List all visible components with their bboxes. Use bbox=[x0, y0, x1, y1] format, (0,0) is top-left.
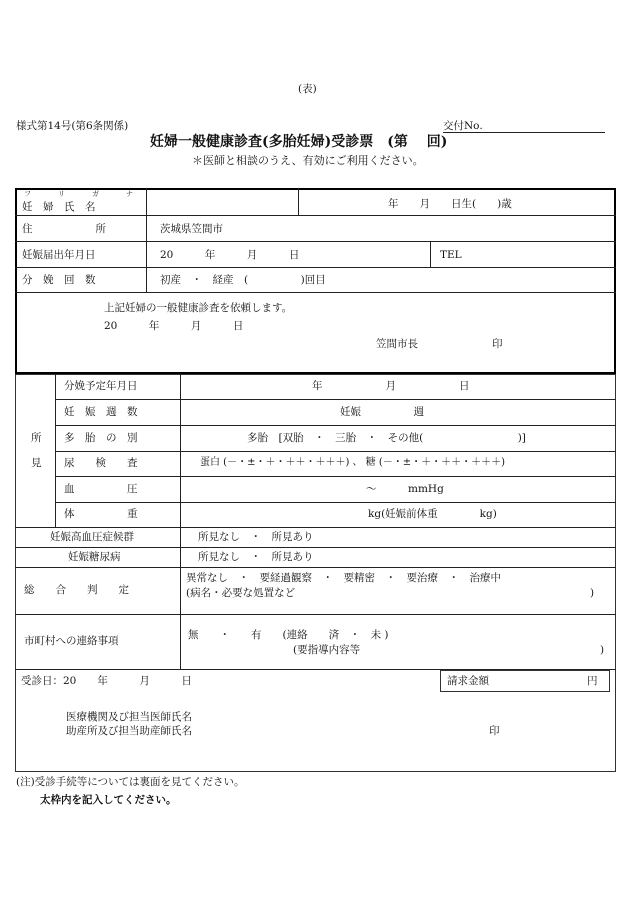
deliveries-label: 分 娩 回 数 bbox=[22, 274, 96, 286]
page-title: 妊婦一般健康診査(多胎妊婦)受診票 (第 回) bbox=[150, 134, 448, 150]
mayor-seal: 印 bbox=[492, 338, 503, 350]
form-number: 様式第14号(第6条関係) bbox=[16, 120, 129, 132]
divider bbox=[15, 527, 616, 528]
billing-label: 請求金額 bbox=[447, 675, 489, 687]
side-mark: (表) bbox=[298, 83, 317, 95]
receipt-no-label: 交付No. bbox=[443, 120, 483, 132]
weight-value[interactable]: kg(妊娠前体重 kg) bbox=[368, 508, 497, 520]
judgment-label: 総 合 判 定 bbox=[24, 584, 129, 596]
multiple-type-label: 多 胎 の 別 bbox=[64, 432, 138, 444]
address-label: 住 所 bbox=[22, 223, 106, 235]
request-text: 上記妊婦の一般健康診査を依頼します。 bbox=[104, 302, 293, 314]
name-label: 妊 婦 氏 名 bbox=[22, 201, 96, 213]
municipal-close: ) bbox=[600, 644, 605, 656]
furigana-label: フ リ ガ ナ bbox=[24, 190, 143, 198]
visit-seal: 印 bbox=[489, 725, 500, 737]
hypertension-label: 妊娠高血圧症候群 bbox=[50, 531, 134, 543]
request-date[interactable]: 20 年 月 日 bbox=[104, 320, 244, 332]
divider bbox=[55, 502, 616, 503]
divider bbox=[15, 567, 616, 568]
divider bbox=[146, 188, 147, 293]
divider bbox=[55, 425, 616, 426]
birth-label: 年 月 日生( )歳 bbox=[388, 198, 512, 210]
divider bbox=[55, 476, 616, 477]
tel-label[interactable]: TEL bbox=[440, 249, 462, 261]
address-value[interactable]: 茨城県笠間市 bbox=[160, 223, 223, 235]
divider bbox=[55, 451, 616, 452]
judgment-options[interactable]: 異常なし ・ 要経過観察 ・ 要精密 ・ 要治療 ・ 治療中 bbox=[186, 572, 501, 584]
footer-note: (注)受診手続等については裏面を見てください。 bbox=[16, 776, 245, 788]
municipal-options[interactable]: 無 ・ 有 (連絡 済 ・ 未 ) bbox=[188, 629, 389, 641]
divider bbox=[15, 547, 616, 548]
midwife-label: 助産所及び担当助産師氏名 bbox=[66, 725, 192, 737]
institution-label: 医療機関及び担当医師氏名 bbox=[66, 711, 192, 723]
diabetes-label: 妊娠糖尿病 bbox=[68, 551, 121, 563]
divider bbox=[15, 292, 616, 293]
divider bbox=[15, 614, 616, 615]
divider bbox=[55, 399, 616, 400]
divider bbox=[15, 215, 616, 216]
municipal-label: 市町村への連絡事項 bbox=[24, 635, 119, 647]
receipt-no-underline bbox=[443, 132, 605, 133]
deliveries-value[interactable]: 初産 ・ 経産 ( )回目 bbox=[160, 274, 326, 286]
divider bbox=[430, 241, 431, 268]
page-subtitle: ＊医師と相談のうえ、有効にご利用ください。 bbox=[192, 154, 424, 167]
name-field[interactable] bbox=[150, 199, 294, 212]
gestation-value[interactable]: 妊娠 週 bbox=[340, 406, 424, 418]
divider bbox=[298, 188, 299, 216]
findings-side-label-1: 所 bbox=[31, 432, 42, 444]
diabetes-value[interactable]: 所見なし ・ 所見あり bbox=[198, 551, 314, 563]
urine-test-value[interactable]: 蛋白 (－・±・＋・＋＋・＋＋＋) 、 糖 (－・±・＋・＋＋・＋＋＋) bbox=[200, 457, 506, 468]
due-date-value[interactable]: 年 月 日 bbox=[312, 380, 470, 392]
hypertension-value[interactable]: 所見なし ・ 所見あり bbox=[198, 531, 314, 543]
blood-pressure-value[interactable]: ～ mmHg bbox=[366, 483, 444, 495]
judgment-close: ) bbox=[590, 587, 595, 599]
weight-label: 体 重 bbox=[64, 508, 138, 520]
notification-date-label: 妊娠届出年月日 bbox=[22, 249, 96, 261]
due-date-label: 分娩予定年月日 bbox=[64, 380, 138, 392]
findings-side-label-2: 見 bbox=[31, 457, 42, 469]
divider bbox=[180, 374, 181, 669]
gestation-label: 妊 娠 週 数 bbox=[64, 406, 138, 418]
multiple-type-value[interactable]: 多胎 [双胎 ・ 三胎 ・ その他( )] bbox=[247, 432, 526, 444]
footer-instruction: 太枠内を記入してください。 bbox=[40, 794, 177, 806]
visit-date[interactable]: 受診日：20 年 月 日 bbox=[21, 675, 192, 687]
blood-pressure-label: 血 圧 bbox=[64, 483, 138, 495]
divider bbox=[15, 241, 616, 242]
divider bbox=[15, 267, 616, 268]
billing-yen: 円 bbox=[587, 675, 598, 687]
mayor-label: 笠間市長 bbox=[376, 338, 418, 350]
municipal-detail[interactable]: (要指導内容等 bbox=[293, 644, 361, 656]
notification-date-value[interactable]: 20 年 月 日 bbox=[160, 249, 300, 261]
judgment-detail[interactable]: (病名・必要な処置など bbox=[186, 587, 296, 599]
urine-test-label: 尿 検 査 bbox=[64, 457, 138, 469]
